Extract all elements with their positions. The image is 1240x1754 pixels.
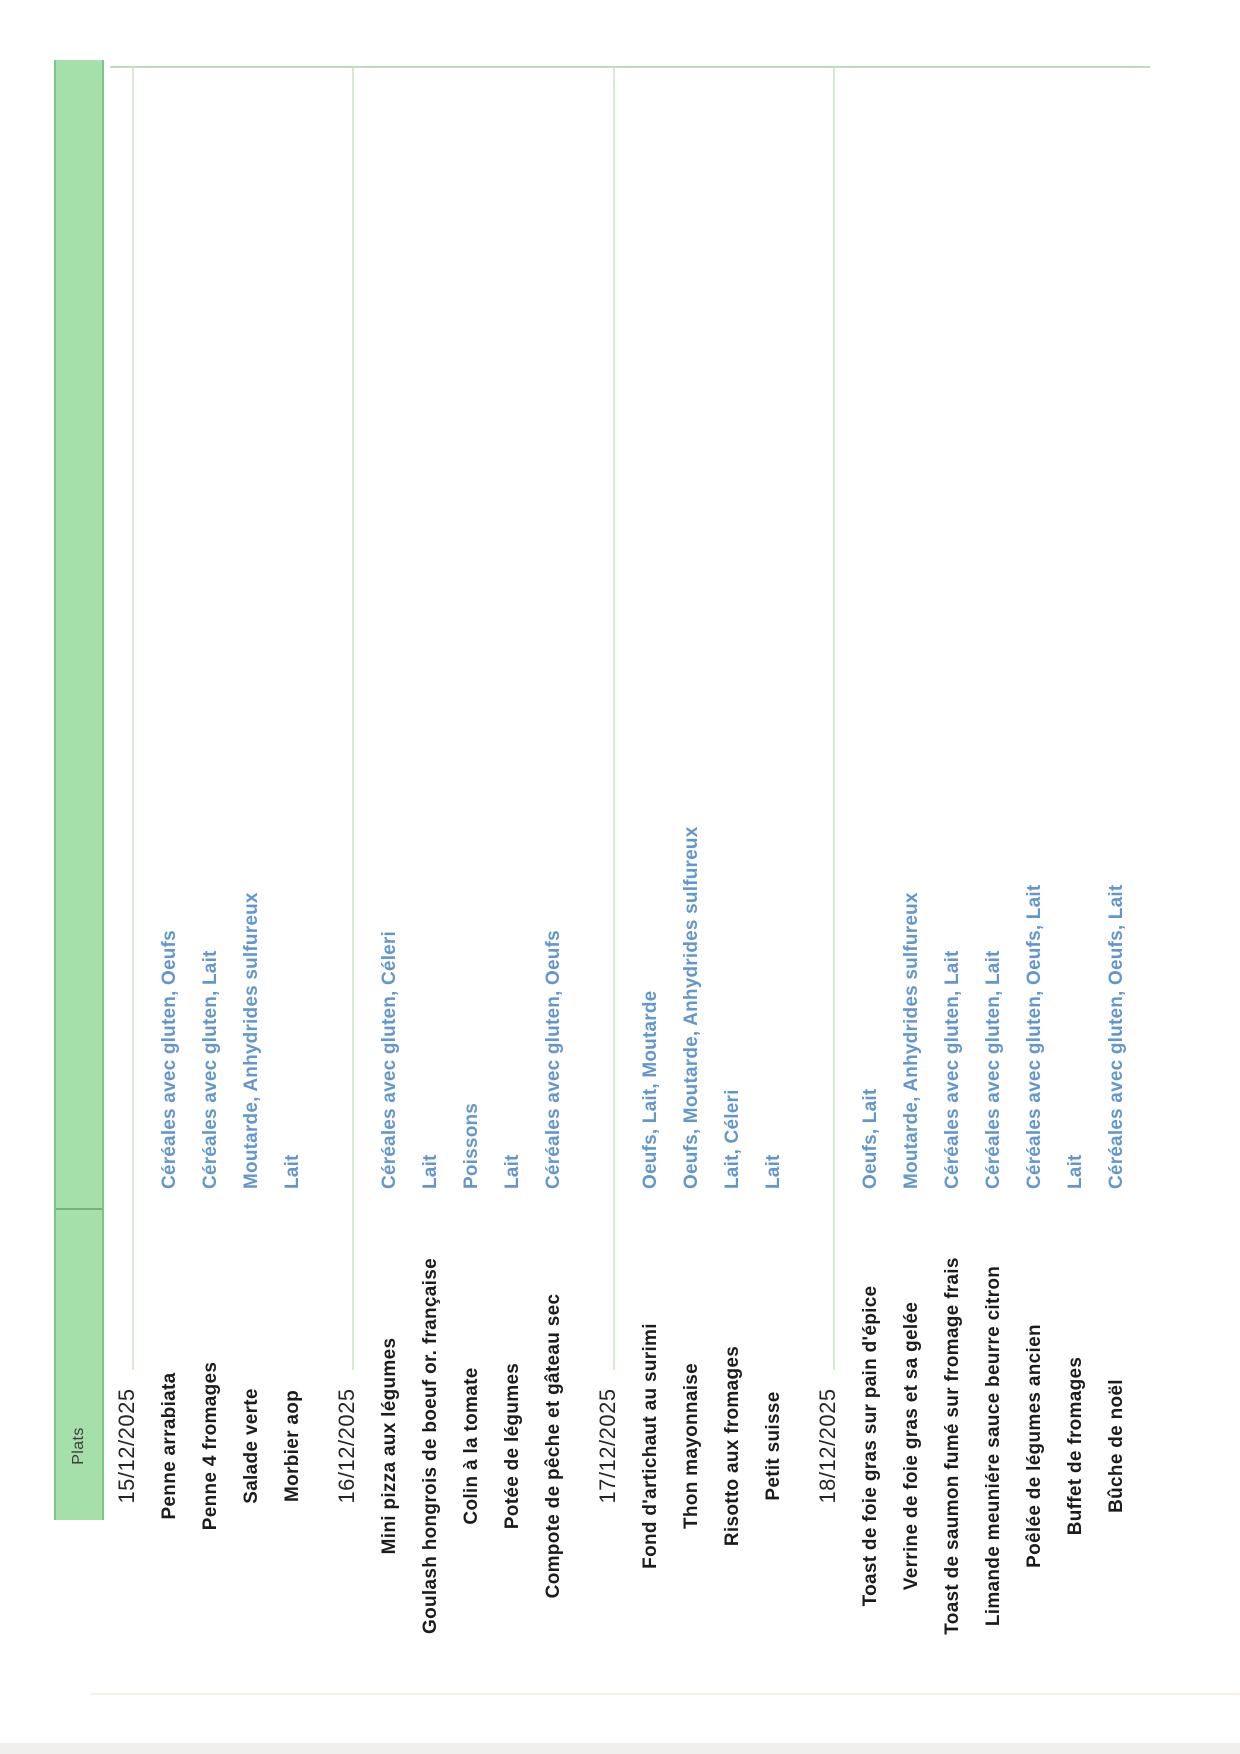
allergen-list: Lait [1064, 1154, 1086, 1189]
menu-row [1014, 0, 1055, 1754]
menu-row [410, 0, 451, 1754]
menu-row [231, 0, 272, 1754]
menu-row [630, 0, 671, 1754]
menu-row [671, 0, 712, 1754]
allergen-list: Céréales avec gluten, Céleri [378, 930, 400, 1189]
dish-name: Toast de saumon fumé sur fromage frais [941, 1257, 963, 1635]
menu-row [533, 0, 574, 1754]
dish-name: Morbier aop [281, 1389, 303, 1503]
dish-name: Buffet de fromages [1064, 1356, 1086, 1536]
dish-name: Potée de légumes [501, 1362, 523, 1530]
menu-row [190, 0, 231, 1754]
allergen-list: Céréales avec gluten, Oeufs [542, 930, 564, 1189]
menu-day-section [105, 0, 313, 1754]
plats-column-header: Plats [70, 1427, 87, 1465]
header-column-divider [56, 1208, 102, 1210]
dish-name: Goulash hongrois de boeuf or. française [419, 1258, 441, 1634]
allergen-list: Céréales avec gluten, Oeufs, Lait [1105, 884, 1127, 1189]
menu-day-section [325, 0, 574, 1754]
dish-name: Compote de pêche et gâteau sec [542, 1293, 564, 1599]
menu-row [850, 0, 891, 1754]
allergen-list: Lait, Céleri [721, 1089, 743, 1189]
date-row [325, 0, 369, 1754]
menu-row [973, 0, 1014, 1754]
allergen-list: Oeufs, Lait, Moutarde [639, 990, 661, 1189]
date-underline-rule [352, 68, 354, 1370]
dish-name: Penne 4 fromages [199, 1361, 221, 1531]
scan-edge-shadow [0, 1743, 1240, 1754]
menu-day-section [586, 0, 794, 1754]
dish-name: Verrine de foie gras et sa gelée [900, 1301, 922, 1591]
menu-row [712, 0, 753, 1754]
date-row [105, 0, 149, 1754]
allergen-list: Poissons [460, 1102, 482, 1189]
date-underline-rule [132, 68, 134, 1370]
allergen-list: Céréales avec gluten, Oeufs [158, 930, 180, 1189]
date-row [586, 0, 630, 1754]
menu-day-section [806, 0, 1137, 1754]
allergen-list: Oeufs, Moutarde, Anhydrides sulfureux [680, 826, 702, 1189]
section-date: 18/12/2025 [815, 1388, 840, 1504]
dish-name: Risotto aux fromages [721, 1345, 743, 1547]
dish-name: Colin à la tomate [460, 1367, 482, 1525]
menu-row [149, 0, 190, 1754]
section-date: 17/12/2025 [595, 1388, 620, 1504]
menu-row [492, 0, 533, 1754]
section-date: 15/12/2025 [114, 1388, 139, 1504]
allergen-list: Lait [419, 1154, 441, 1189]
dish-name: Toast de foie gras sur pain d'épice [859, 1285, 881, 1607]
dish-name: Bûche de noël [1105, 1379, 1127, 1513]
allergen-list: Lait [281, 1154, 303, 1189]
allergen-list: Moutarde, Anhydrides sulfureux [900, 892, 922, 1189]
menu-row [272, 0, 313, 1754]
menu-row [753, 0, 794, 1754]
date-underline-rule [613, 68, 615, 1370]
menu-row [1096, 0, 1137, 1754]
allergen-list: Lait [501, 1154, 523, 1189]
dish-name: Mini pizza aux légumes [378, 1337, 400, 1555]
section-date: 16/12/2025 [334, 1388, 359, 1504]
menu-row [891, 0, 932, 1754]
allergen-list: Céréales avec gluten, Lait [982, 950, 1004, 1189]
date-underline-rule [833, 68, 835, 1370]
menu-sections [105, 0, 1149, 1754]
allergen-list: Céréales avec gluten, Oeufs, Lait [1023, 884, 1045, 1189]
dish-name: Petit suisse [762, 1391, 784, 1501]
dish-name: Penne arrabiata [158, 1372, 180, 1520]
allergen-list: Lait [762, 1154, 784, 1189]
dish-name: Salade verte [240, 1388, 262, 1504]
allergen-list: Céréales avec gluten, Lait [199, 950, 221, 1189]
allergen-list: Céréales avec gluten, Lait [941, 950, 963, 1189]
dish-name: Thon mayonnaise [680, 1362, 702, 1530]
dish-name: Fond d'artichaut au surimi [639, 1323, 661, 1569]
date-row [806, 0, 850, 1754]
table-header-band [54, 60, 104, 1520]
menu-row [932, 0, 973, 1754]
dish-name: Limande meuniére sauce beurre citron [982, 1265, 1004, 1627]
menu-row [369, 0, 410, 1754]
dish-name: Poêlée de légumes ancien [1023, 1324, 1045, 1568]
menu-row [1055, 0, 1096, 1754]
scan-edge-line [90, 1693, 1240, 1695]
allergen-list: Oeufs, Lait [859, 1088, 881, 1189]
menu-row [451, 0, 492, 1754]
allergen-list: Moutarde, Anhydrides sulfureux [240, 892, 262, 1189]
